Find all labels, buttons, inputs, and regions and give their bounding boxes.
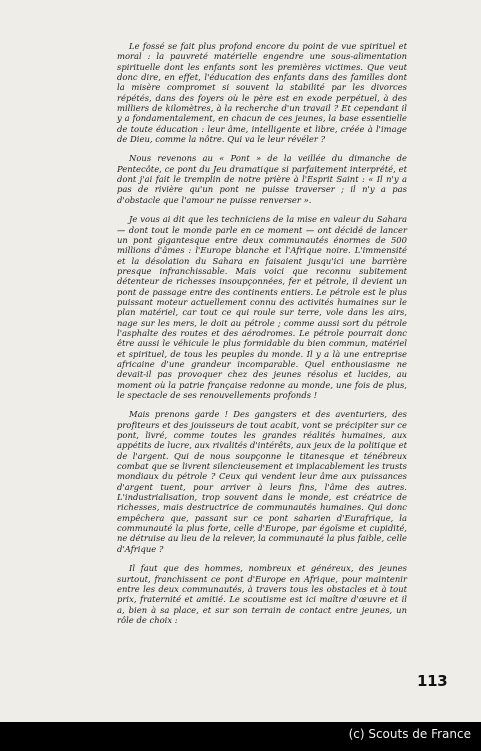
paragraph-3: Je vous ai dit que les techniciens de la mise en valeur du Sahara — dont tout le monde parle en ce moment — ont décidé de lancer un pont gigantesque entre deux communautés énormes de 500 millions d'âmes : l'Europe blanche et l'Afrique noire. L'immensité et la désolation du Sahara en faisaient jusqu'ici une barrière presque infranchissable. Mais voici que reconnu subitement détenteur de richesses insoupçonnées, fer et pétrole, il devient un pont de passage entre des continents entiers. Le pétrole est le plus puissant moteur actuellement connu des activités humaines sur le plan matériel, car tout ce qui roule sur terre, vole dans les airs, nage sur les mers, le doit au pétrole ; comme aussi sort du pétrole l'asphalte des routes et des aérodromes. Le pétrole pourrait donc être aussi le véhicule le plus formidable du bien commun, matériel et spirituel, de tous les peuples du monde. Il y a là une entreprise africaine d'une grandeur incomparable. Quel enthousiasme ne devait-il pas provoquer chez des jeunes résolus et lucides, au moment où la patrie française redonne au monde, une fois de plus, le spectacle de ses renouvellements profonds ! bbox=[117, 214, 407, 400]
paragraph-5: Il faut que des hommes, nombreux et généreux, des jeunes surtout, franchissent ce pont d'Europe en Afrique, pour maintenir entre les deux communautés, à travers tous les obstacles et à tout prix, fraternité et amitié. Le scoutisme est ici maître d'œuvre et il a, bien à sa place, et sur son terrain de contact entre jeunes, un rôle de choix : bbox=[117, 563, 407, 625]
paragraph-2: Nous revenons au « Pont » de la veillée du dimanche de Pentecôte, ce pont du Jeu dramatique si parfaitement interprété, et dont j'ai fait le tremplin de notre prière à l'Esprit Saint : « Il n'y a pas de rivière qu'un pont ne puisse traverser ; il n'y a pas d'obstacle que l'amour ne puisse renverser ». bbox=[117, 153, 407, 205]
paragraph-4: Mais prenons garde ! Des gangsters et des aventuriers, des profiteurs et des jouisseurs de tout acabit, vont se précipiter sur ce pont, livré, comme toutes les grandes réalités humaines, aux appétits de lucre, aux rivalités d'intérêts, aux jeux de la politique et de l'argent. Qui de nous soupçonne le titanesque et ténébreux combat que se livrent silencieusement et implacablement les trusts mondiaux du pétrole ? Ceux qui vendent leur âme aux puissances d'argent tuent, pour arriver à leurs fins, l'âme des autres. L'industrialisation, trop souvent dans le monde, est créatrice de richesses, mais destructrice de communautés humaines. Qui donc empêchera que, passant sur ce pont saharien d'Eurafrique, la communauté la plus forte, celle d'Europe, par égoïsme et cupidité, ne détruise au lieu de la relever, la communauté la plus faible, celle d'Afrique ? bbox=[117, 409, 407, 554]
page-number: 113 bbox=[417, 672, 448, 690]
copyright-watermark: (c) Scouts de France bbox=[348, 727, 471, 741]
paragraph-1: Le fossé se fait plus profond encore du point de vue spirituel et moral : la pauvreté matérielle engendre une sous-alimentation spirituelle dont les enfants sont les premières victimes. Que veut donc dire, en effet, l'éducation des enfants dans des familles dont la misère compromet si souvent la stabilité par les divorces répétés, dans des foyers où le père est en exode perpétuel, à des milliers de kilomètres, à la recherche d'un travail ? Et cependant il y a fondamentalement, en chacun de ces jeunes, la base essentielle de toute éducation : leur âme, intelligente et libre, créée à l'image de Dieu, comme la nôtre. Qui va le leur révéler ? bbox=[117, 41, 407, 145]
body-text bbox=[117, 41, 407, 625]
